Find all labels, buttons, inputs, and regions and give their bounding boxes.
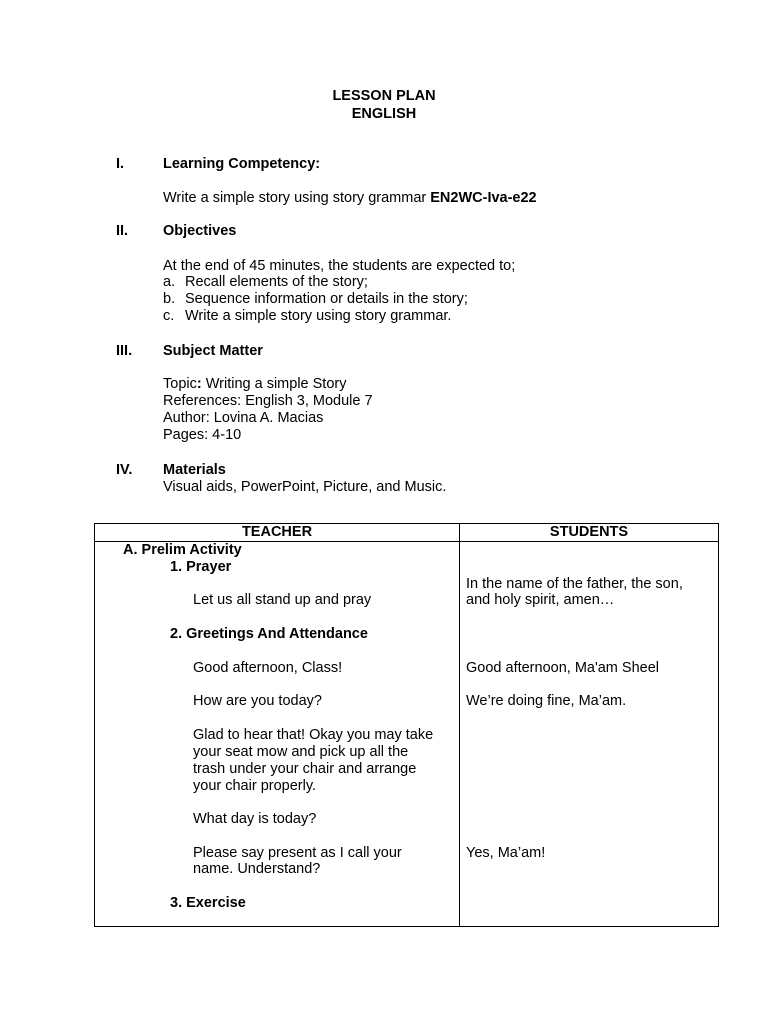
section-heading-competency: Learning Competency: <box>163 156 321 172</box>
student-line: Yes, Ma’am! <box>466 845 546 861</box>
student-line: Good afternoon, Ma'am Sheel <box>466 660 659 676</box>
topic-colon: : <box>196 376 202 392</box>
objective-item <box>163 308 451 325</box>
teacher-line: Glad to hear that! Okay you may take <box>193 727 434 743</box>
objective-item <box>163 291 468 308</box>
teacher-line: your chair properly. <box>193 778 317 794</box>
section-number-3: III. <box>116 343 133 359</box>
objectives-intro: At the end of 45 minutes, the students are expected to; <box>163 258 516 274</box>
references-line: References: English 3, Module 7 <box>163 393 373 409</box>
materials-text: Visual aids, PowerPoint, Picture, and Music. <box>163 479 447 495</box>
teacher-line: your seat mow and pick up all the <box>193 744 409 760</box>
page-subtitle: ENGLISH <box>351 106 417 122</box>
section-heading-subject-matter: Subject Matter <box>163 343 263 359</box>
objective-text: Sequence information or details in the story; <box>185 291 468 307</box>
section-number-4: IV. <box>116 462 133 478</box>
topic-line <box>163 376 346 393</box>
column-divider <box>459 524 460 926</box>
prayer-heading: 1. Prayer <box>170 559 232 575</box>
teacher-line: What day is today? <box>193 811 317 827</box>
teacher-line: Good afternoon, Class! <box>193 660 343 676</box>
section-number-1: I. <box>116 156 125 172</box>
objective-text: Write a simple story using story grammar. <box>185 308 452 324</box>
section-heading-objectives: Objectives <box>163 223 237 239</box>
objective-text: Recall elements of the story; <box>185 274 368 290</box>
teacher-line: Please say present as I call your <box>193 845 402 861</box>
teacher-line: trash under your chair and arrange <box>193 761 417 777</box>
objective-letter: b. <box>163 291 176 307</box>
page-title: LESSON PLAN <box>332 88 436 104</box>
competency-code: EN2WC-Iva-e22 <box>430 190 537 206</box>
author-line: Author: Lovina A. Macias <box>163 410 324 426</box>
student-line: In the name of the father, the son, <box>466 576 683 592</box>
student-line: and holy spirit, amen… <box>466 592 615 608</box>
teacher-line: Let us all stand up and pray <box>193 592 372 608</box>
objective-letter: c. <box>163 308 175 324</box>
prelim-activity-heading: A. Prelim Activity <box>123 542 242 558</box>
topic-label: Topic <box>163 376 197 392</box>
exercise-heading: 3. Exercise <box>170 895 246 911</box>
objective-item <box>163 274 368 291</box>
topic-value: Writing a simple Story <box>201 376 347 392</box>
column-header-teacher: TEACHER <box>241 524 313 540</box>
teacher-line: How are you today? <box>193 693 322 709</box>
section-heading-materials: Materials <box>163 462 226 478</box>
objective-letter: a. <box>163 274 176 290</box>
competency-text <box>163 190 537 207</box>
lesson-table <box>94 523 719 927</box>
pages-line: Pages: 4-10 <box>163 427 242 443</box>
section-number-2: II. <box>116 223 129 239</box>
greetings-heading: 2. Greetings And Attendance <box>170 626 368 642</box>
teacher-line: name. Understand? <box>193 861 321 877</box>
student-line: We’re doing fine, Ma’am. <box>466 693 627 709</box>
competency-description: Write a simple story using story grammar <box>163 190 431 206</box>
column-header-students: STUDENTS <box>549 524 629 540</box>
